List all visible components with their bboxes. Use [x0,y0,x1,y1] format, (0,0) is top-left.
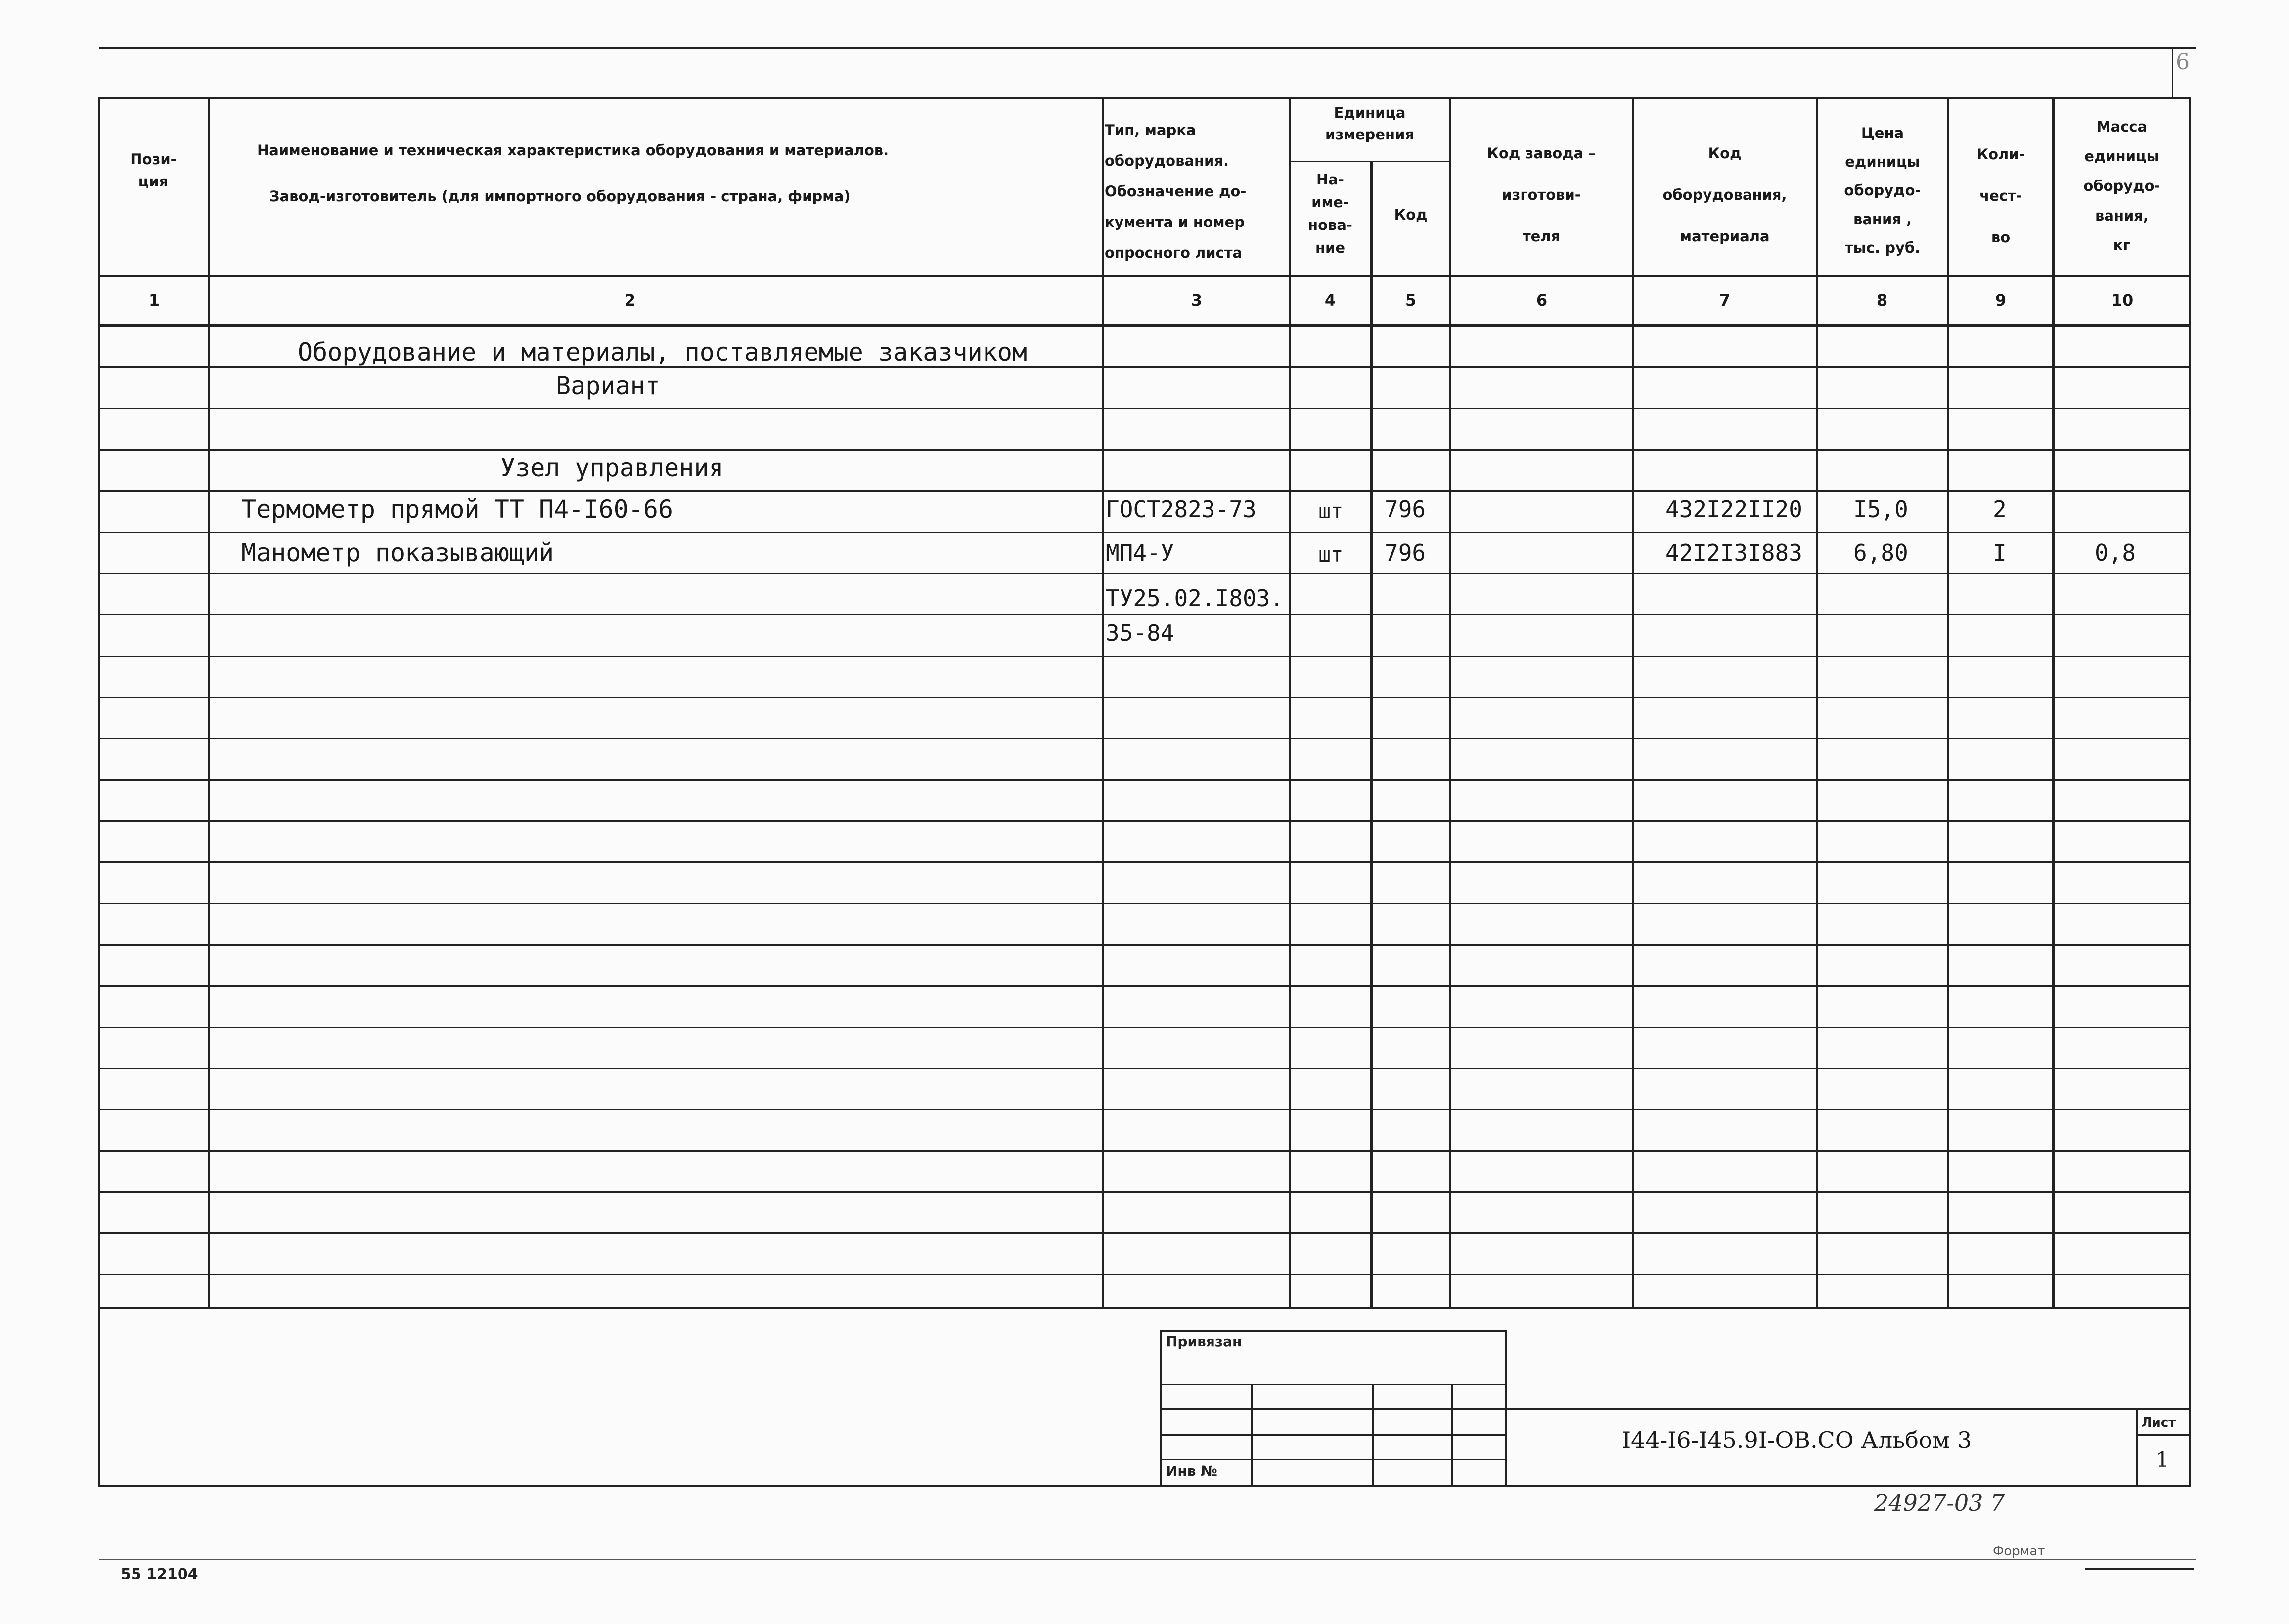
item-qty: I [1993,540,2007,566]
col-number-2: 2 [624,291,636,310]
col-sep-7 [1816,97,1818,1308]
bottom-rule [99,1559,2196,1560]
sheet-label: Лист [2141,1415,2176,1430]
item-unit: шт [1318,542,1344,567]
inv-no-label: Инв № [1166,1463,1217,1479]
item-price: 6,80 [1853,540,1908,566]
col-sep-8 [1947,97,1949,1308]
row-rule [98,573,2191,574]
row-rule [98,985,2191,987]
stamp-box-line2 [1160,1408,1506,1410]
col-number-3: 3 [1191,291,1203,310]
print-code: 55 12104 [121,1566,198,1583]
row-rule [98,779,2191,781]
stamp-box-vsep3 [1451,1384,1453,1485]
item-mass: 0,8 [2095,540,2136,566]
item-material-code: 432I22II20 [1665,496,1802,523]
header-col3: Тип, марка оборудования. Обозначение до- кумента и номер опросного листа [1105,122,1247,261]
row-rule [98,820,2191,822]
row-rule [98,903,2191,904]
row-rule [98,697,2191,698]
item-price: I5,0 [1853,496,1908,523]
format-underline [2085,1568,2194,1570]
row-rule [98,738,2191,739]
header-col7: Код оборудования, материала [1662,145,1787,245]
header-col2-line1: Наименование и техническая характеристика оборудования и материалов. [257,142,889,159]
row-rule [98,1274,2191,1275]
table-frame-bottom [98,1485,2191,1487]
row-rule [98,1027,2191,1028]
section-title: Оборудование и материалы, поставляемые заказчиком [298,338,1028,366]
header-col4: На- име- нова- ние [1308,171,1352,256]
item-unit: шт [1318,499,1344,523]
item-name: Термометр прямой ТТ П4-I60-66 [241,495,673,524]
item-type-continuation-1: ТУ25.02.I803. [1106,585,1284,612]
col-number-1: 1 [148,291,160,310]
sheet-number: 1 [2156,1447,2169,1472]
row-rule [98,1068,2191,1069]
row-rule [98,1150,2191,1152]
col-number-8: 8 [1876,291,1888,310]
column-numbers-bottom-line [98,324,2191,327]
row-rule [98,614,2191,615]
item-material-code: 42I2I3I883 [1665,540,1802,566]
stamp-box-top [1160,1330,1506,1332]
header-col1: Пози- ция [130,151,177,190]
corner-box-edge [2172,47,2173,97]
item-type: ГОСТ2823-73 [1106,496,1257,523]
col-number-6: 6 [1536,291,1548,310]
col-number-4: 4 [1324,291,1336,310]
row-rule [98,532,2191,533]
col-number-9: 9 [1995,291,2007,310]
sheet-box-left [2136,1410,2138,1485]
row-rule [98,408,2191,409]
stamp-box-line4 [1160,1459,1506,1460]
col-sep-4 [1370,161,1373,1308]
row-rule [98,449,2191,451]
col-sep-1 [208,97,210,1308]
item-type: МП4-У [1106,540,1174,566]
header-col6: Код завода – изготови- теля [1487,145,1596,245]
row-rule [98,1109,2191,1110]
sheet-box-divider [2136,1434,2190,1436]
header-col2-line2: Завод-изготовитель (для импортного оборудования - страна, фирма) [269,188,851,205]
header-units-group: Единица измерения [1325,104,1414,143]
item-unit-code: 796 [1385,496,1426,523]
col-sep-3 [1289,97,1291,1308]
format-label: Формат [1993,1544,2045,1559]
header-col9: Коли- чест- во [1976,146,2025,246]
top-rule [99,47,2196,49]
document-code: I44-I6-I45.9I-ОВ.СО Альбом 3 [1622,1427,1972,1453]
header-bottom-line [98,275,2191,277]
stamp-box-line1 [1160,1384,1506,1385]
col-sep-9 [2052,97,2055,1308]
item-type-continuation-2: 35-84 [1106,620,1174,646]
row-rule [98,944,2191,946]
variant-label: Вариант [556,371,660,400]
doc-code-top-line [1505,1408,2190,1410]
col-number-10: 10 [2111,291,2134,310]
row-rule [98,656,2191,657]
stamp-box-vsep2 [1372,1384,1374,1485]
row-rule [98,1232,2191,1234]
row-rule [98,1191,2191,1193]
header-col5: Код [1394,206,1428,223]
header-col8: Цена единицы оборудо- вания , тыс. руб. [1844,125,1921,256]
table-border-top [98,97,2191,99]
item-unit-code: 796 [1385,540,1426,566]
header-col10: Масса единицы оборудо- вания, кг [2083,118,2160,254]
col-sep-6 [1632,97,1634,1308]
table-body-bottom [98,1307,2191,1309]
group-title: Узел управления [500,453,724,482]
row-rule [98,490,2191,492]
corner-mark: 6 [2176,49,2190,75]
privyazan-label: Привязан [1166,1333,1242,1350]
col-number-5: 5 [1405,291,1417,310]
col-sep-2 [1102,97,1104,1308]
stamp-box-line3 [1160,1434,1506,1436]
stamp-box-vsep1 [1251,1384,1253,1485]
item-qty: 2 [1993,496,2007,523]
col-sep-5 [1449,97,1451,1308]
table-border-right [2189,97,2191,1487]
col-number-7: 7 [1719,291,1731,310]
unit-group-divider [1289,161,1450,162]
row-rule [98,861,2191,863]
item-name: Манометр показывающий [241,539,554,567]
table-border-left [98,97,100,1487]
handwritten-inventory: 24927-03 7 [1874,1489,2005,1516]
